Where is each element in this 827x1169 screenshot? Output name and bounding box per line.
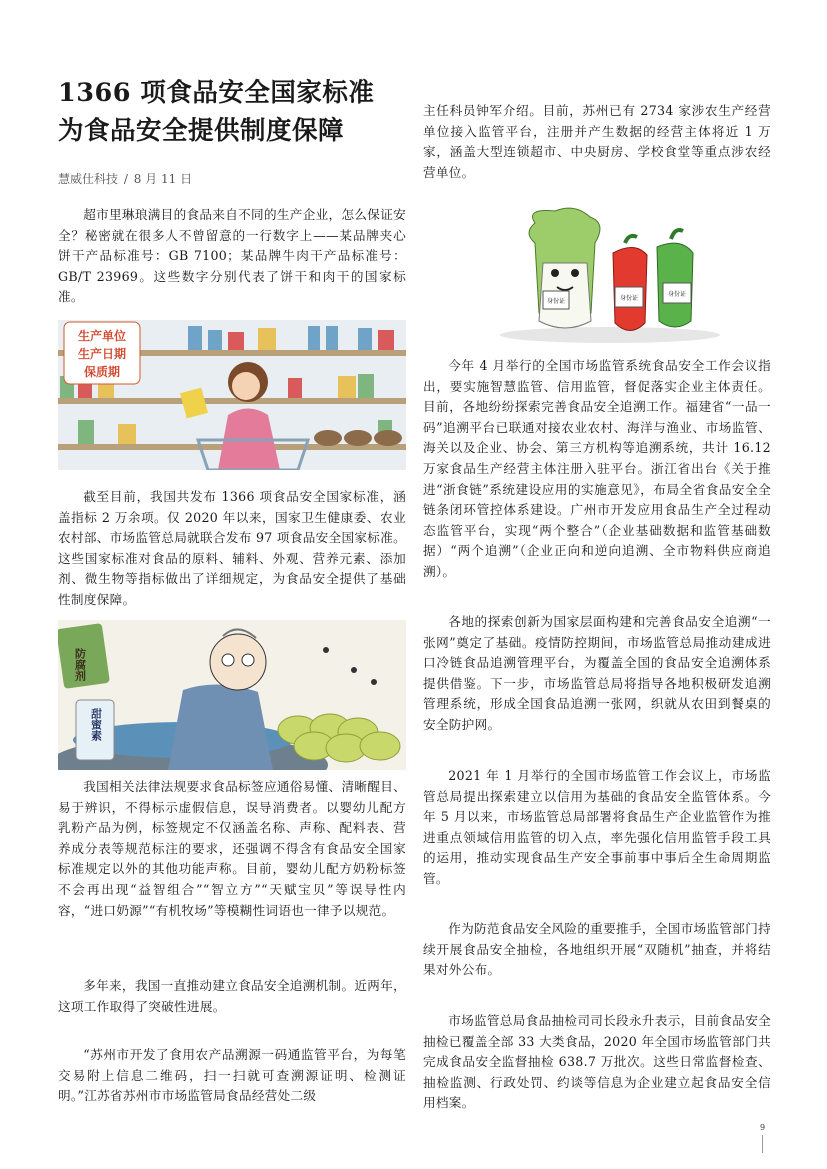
left-paragraph-1: 超市里琳琅满目的食品来自不同的生产企业，怎么保证安全？秘密就在很多人不曾留意的一行数字上——某品牌夹心饼干产品标准号：GB 7100；某品牌牛肉干产品标准号：GB/T 23969。这些数字分别代表了饼干和肉干的国家标准。 <box>58 207 406 305</box>
sign-line-1: 生产单位 <box>77 329 127 343</box>
right-paragraph-6: 市场监管总局食品抽检司司长段永升表示，目前食品安全抽检已覆盖全部 33 大类食品，2020 年全国市场监管部门共完成食品安全监督抽检 638.7 万批次。这些日常监督检查、抽检监测、行政处罚、约谈等信息为企业建立起食品安全信用档案。 <box>423 1013 771 1111</box>
id-tag-green-pepper: 身份证 <box>667 291 687 298</box>
right-paragraph-2: 今年 4 月举行的全国市场监管系统食品安全工作会议指出，要实施智慧监管、信用监管，督促落实企业主体责任。目前，各地纷纷探索完善食品安全追溯工作。福建省“一品一码”追溯平台已联通对接农业农村、海洋与渔业、市场监管、海关以及企业、协会、第三方机构等追溯系统，共计 16.12 万家食品生产经营主体注册入驻平台。浙江省出台《关于推进“浙食链”系统建设应用的实施意见》，布局全省食品安全全链条闭环管控体系建设。广州市开发应用食品生产全过程动态监管平台，实现“两个整合”（企业基础数据和监管基础数据）“两个追溯”（企业正向和逆向追溯、全市物料供应商追溯）。 <box>423 358 771 579</box>
byline-source: 慧威仕科技 <box>58 172 119 186</box>
id-tag-cabbage: 身份证 <box>546 298 566 305</box>
id-tag-red-pepper: 身份证 <box>619 295 639 302</box>
title-line-2: 为食品安全提供制度保障 <box>58 116 345 146</box>
byline-date: 8 月 11 日 <box>133 172 193 186</box>
byline <box>58 170 194 187</box>
sign-line-2: 生产日期 <box>77 347 127 361</box>
right-paragraph-3: 各地的探索创新为国家层面构建和完善食品安全追溯“一张网”奠定了基础。疫情防控期间，市场监管总局推动建成进口冷链食品追溯管理平台，为覆盖全国的食品安全追溯体系提供借鉴。下一步，市场监管总局将指导各地积极研发追溯管理系统，形成全国食品追溯一张网，织就从农田到餐桌的安全防护网。 <box>423 614 771 732</box>
page-number-rule <box>762 1135 763 1153</box>
bag-label-preservative: 防腐剂 <box>73 648 87 681</box>
page-number: 9 <box>760 1123 766 1132</box>
left-paragraph-3: 我国相关法律法规要求食品标签应通俗易懂、清晰醒目、易于辨识，不得标示虚假信息，误导消费者。以婴幼儿配方乳粉产品为例，标签规定不仅涵盖名称、声称、配料表、营养成分表等规范标注的要求，还强调不得含有食品安全国家标准规定以外的其他功能声称。目前，婴幼儿配方奶粉标签不会再出现“益智组合”“智立方”“天赋宝贝”等误导性内容，“进口奶源”“有机牧场”等模糊性词语也一律予以规范。 <box>58 779 406 918</box>
bag-label-sweetener: 甜蜜素 <box>89 708 103 741</box>
left-paragraph-5: “苏州市开发了食用农产品溯源一码通监管平台，为每笔交易附上信息二维码，扫一扫就可查溯源证明、检测证明。”江苏省苏州市市场监管局食品经营处二级 <box>58 1047 406 1104</box>
preservative-cartoon <box>58 620 406 770</box>
left-paragraph-2: 截至目前，我国共发布 1366 项食品安全国家标准，涵盖指标 2 万余项。仅 2020 年以来，国家卫生健康委、农业农村部、市场监管总局就联合发布 97 项食品安全国家标准。这些国家标准对食品的原料、辅料、外观、营养元素、添加剂、微生物等指标做出了详细规定，为食品安全提供了基础性制度保障。 <box>58 489 406 607</box>
right-paragraph-1: 主任科员钟军介绍。目前，苏州已有 2734 家涉农生产经营单位接入监管平台，注册并产生数据的经营主体将近 1 万家，涵盖大型连锁超市、中央厨房、学校食堂等重点涉农经营单位。 <box>423 103 771 180</box>
byline-separator: / <box>123 172 128 186</box>
title-line-1: 1366 项食品安全国家标准 <box>58 78 375 108</box>
right-paragraph-5: 作为防范食品安全风险的重要推手，全国市场监管部门持续开展食品安全抽检，各地组织开展“双随机”抽查，并将结果对外公布。 <box>423 921 771 978</box>
right-paragraph-4: 2021 年 1 月举行的全国市场监管工作会议上，市场监管总局提出探索建立以信用为基础的食品安全监管体系。今年 5 月以来，市场监管总局部署将食品生产企业监管作为推进重点领域信用监管的切入点，率先强化信用监管手段工具的运用，推动实现食品生产安全事前事中事后全生命周期监管。 <box>423 768 771 886</box>
article-title <box>58 74 398 150</box>
supermarket-illustration <box>58 320 406 470</box>
sign-line-3: 保质期 <box>83 365 121 379</box>
vegetables-illustration <box>495 203 725 345</box>
left-paragraph-4: 多年来，我国一直推动建立食品安全追溯机制。近两年，这项工作取得了突破性进展。 <box>58 978 406 1014</box>
